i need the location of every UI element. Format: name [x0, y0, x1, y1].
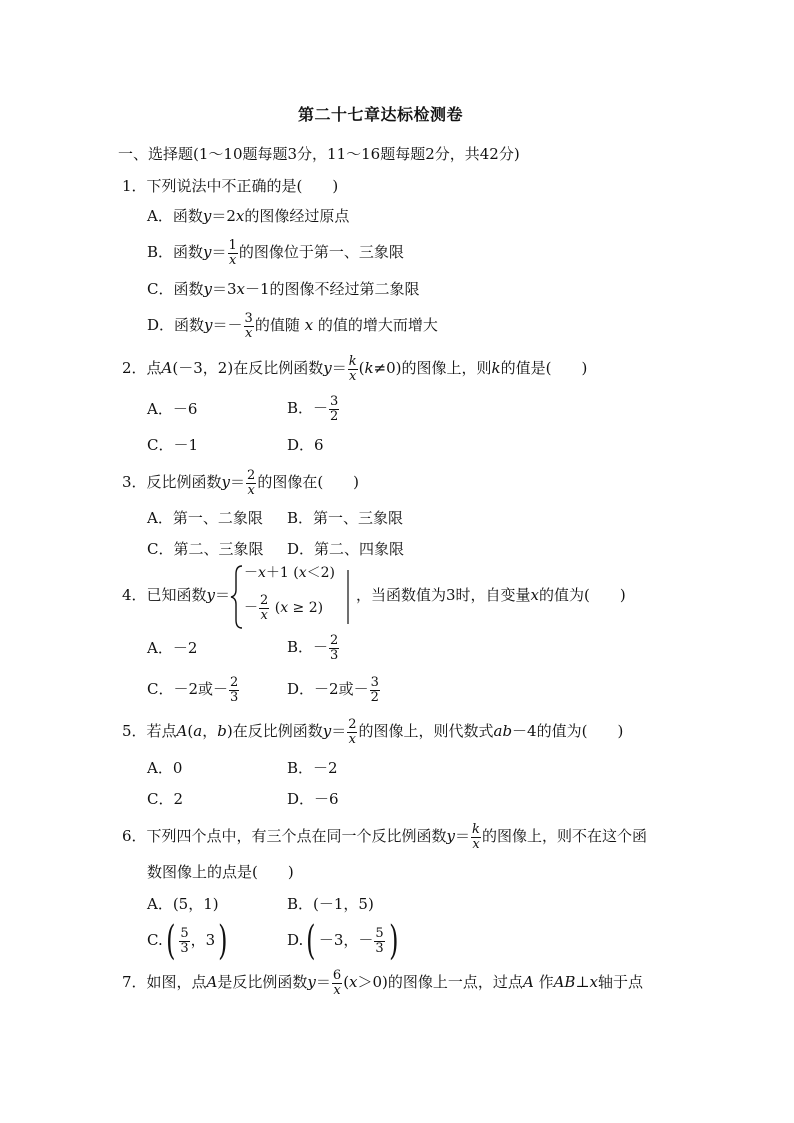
q3-option-b: B．第一、三象限: [287, 509, 404, 527]
fraction: $\frac{1}{x}$: [228, 237, 237, 268]
q4-option-c: C．－2或－ $\frac{2}{3}$: [147, 674, 239, 705]
q5-option-a: A．0: [147, 759, 183, 777]
q2-option-c: C．－1: [147, 436, 199, 454]
fraction: $\frac{k}{x}$: [472, 821, 480, 852]
q5-option-c: C．2: [147, 790, 184, 808]
q4-stem-post: ，当函数值为3时，自变量x的值为( ): [356, 586, 626, 604]
section-heading: 一、选择题(1～10题每题3分，11～16题每题2分，共42分): [118, 145, 520, 163]
fraction: $\frac{5}{3}$: [375, 925, 384, 956]
fraction: $\frac{3}{2}$: [330, 393, 339, 424]
fraction: $\frac{2}{x}$: [260, 592, 269, 623]
q6-option-a: A．(5，1): [147, 895, 219, 913]
q1-stem: 1．下列说法中不正确的是( ): [122, 177, 339, 195]
fraction: $\frac{2}{3}$: [330, 632, 339, 663]
q1-option-c: C．函数y＝3x－1的图像不经过第二象限: [147, 280, 420, 298]
q5-option-b: B．－2: [287, 759, 338, 777]
fraction: $\frac{2}{3}$: [230, 674, 239, 705]
q4-option-d: D．－2或－ $\frac{3}{2}$: [287, 674, 379, 705]
q3-option-a: A．第一、二象限: [147, 509, 263, 527]
q6-stem-line1: 6．下列四个点中，有三个点在同一个反比例函数y＝ $\frac{k}{x}$ 的图像上，则不在这个函: [122, 821, 647, 852]
q4-stem-pre: 4．已知函数y＝: [122, 586, 231, 604]
q3-stem: 3．反比例函数y＝ $\frac{2}{x}$ 的图像在( ): [122, 467, 360, 498]
fraction: $\frac{5}{3}$: [180, 925, 189, 956]
q4-option-a: A．－2: [147, 639, 198, 657]
page-title: 第二十七章达标检测卷: [298, 105, 464, 124]
fraction: $\frac{6}{x}$: [332, 967, 342, 998]
fraction: $\frac{3}{2}$: [370, 674, 379, 705]
q1-option-d: D．函数y＝－ $\frac{3}{x}$ 的值随 x 的值的增大而增大: [147, 310, 438, 341]
fraction: $\frac{2}{x}$: [348, 716, 357, 747]
q2-stem: 2．点A(－3，2)在反比例函数y＝ $\frac{k}{x}$ (k≠0)的图像上，则k的值是( ): [122, 353, 588, 384]
q4-case-2: － $\frac{2}{x}$ (x ≥ 2): [244, 592, 324, 623]
q2-option-d: D．6: [287, 436, 324, 454]
q5-stem: 5．若点A(a，b)在反比例函数y＝ $\frac{2}{x}$ 的图像上，则代数式ab－4的值为( ): [122, 716, 624, 747]
q2-option-b: B．－ $\frac{3}{2}$: [287, 393, 339, 424]
q2-option-a: A．－6: [147, 400, 198, 418]
fraction: $\frac{3}{x}$: [244, 310, 253, 341]
q4-case-1: －x＋1 (x＜2): [244, 565, 336, 581]
q5-option-d: D．－6: [287, 790, 339, 808]
fraction: $\frac{2}{x}$: [247, 467, 256, 498]
q1-option-b: B．函数y＝ $\frac{1}{x}$ 的图像位于第一、三象限: [147, 237, 404, 268]
q3-option-c: C．第二、三象限: [147, 540, 264, 558]
fraction: $\frac{k}{x}$: [348, 353, 357, 384]
q3-option-d: D．第二、四象限: [287, 540, 405, 558]
q6-option-b: B．(－1，5): [287, 895, 374, 913]
q1-option-a: A．函数y＝2x的图像经过原点: [147, 207, 350, 225]
q6-option-c: C.( $\frac{5}{3}$ ，3): [147, 918, 228, 964]
q7-stem: 7．如图，点A是反比例函数y＝ $\frac{6}{x}$ (x＞0)的图像上一点，过点A 作AB⊥x轴于点: [122, 967, 644, 998]
q6-option-d: D.( －3，－ $\frac{5}{3}$ ): [287, 918, 399, 964]
q4-option-b: B．－ $\frac{2}{3}$: [287, 632, 339, 663]
q6-stem-line2: 数图像上的点是( ): [147, 863, 294, 881]
